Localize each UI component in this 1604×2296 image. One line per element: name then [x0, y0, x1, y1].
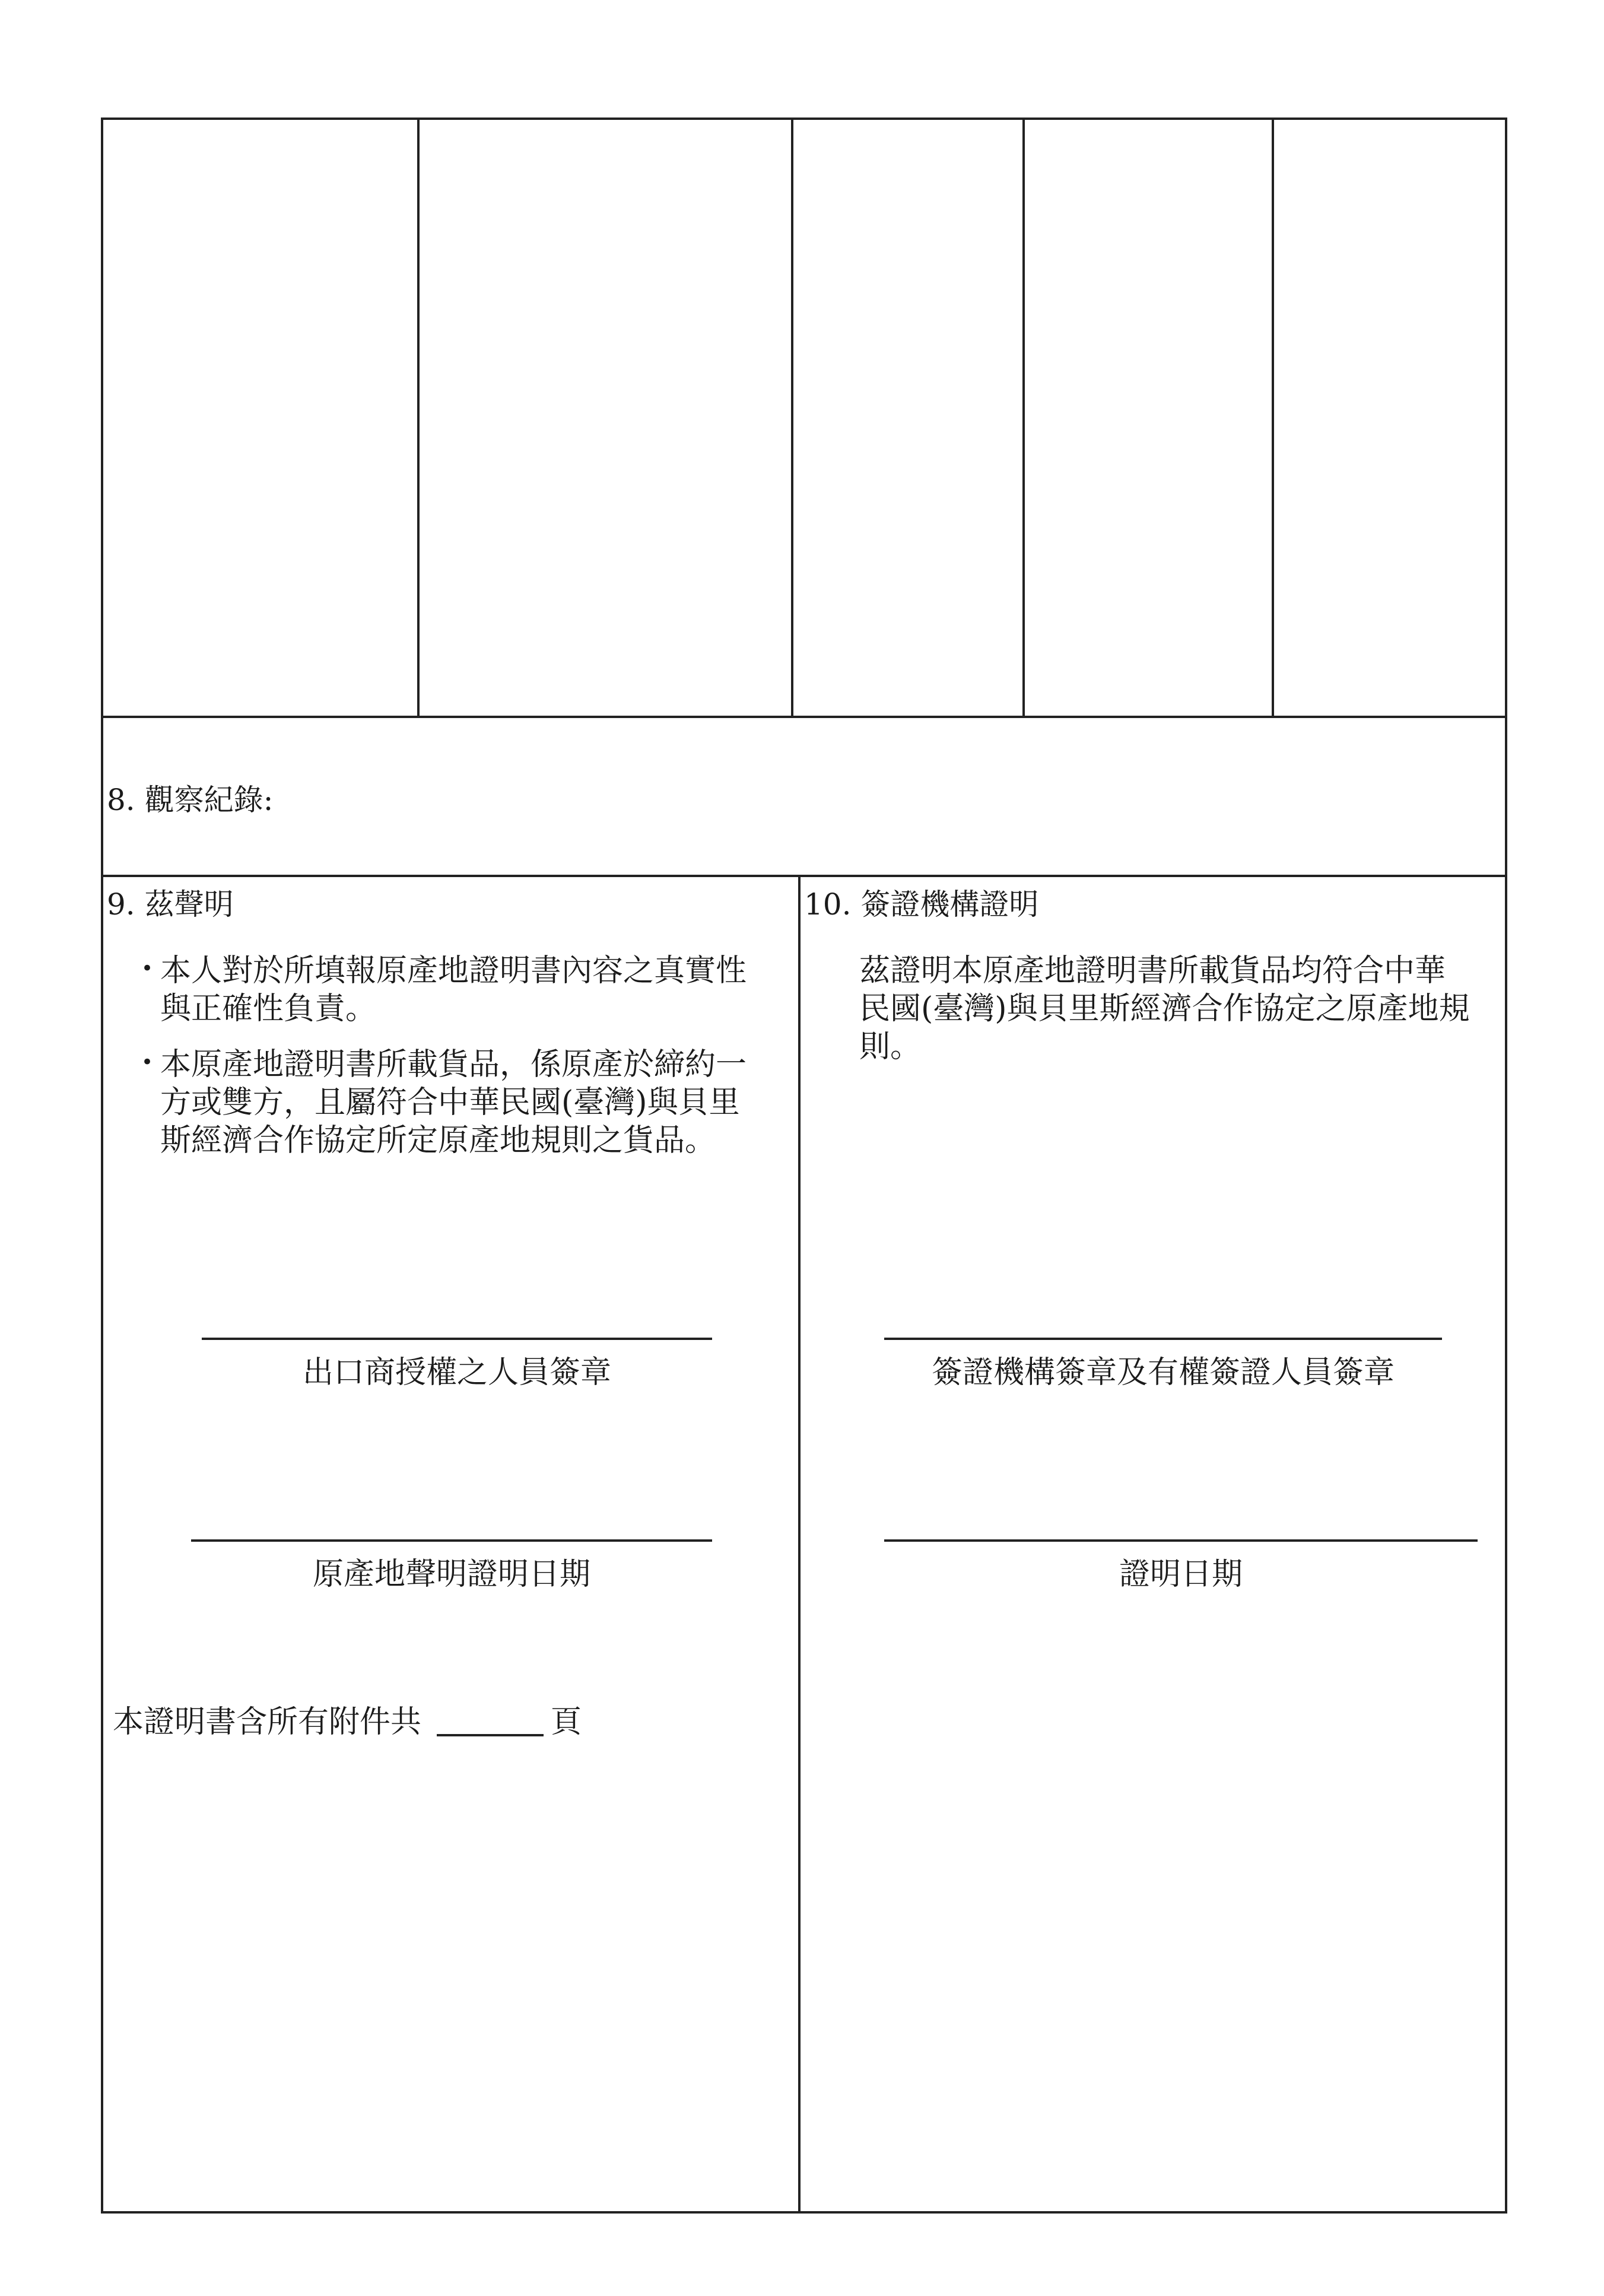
declaration-date-line[interactable] — [191, 1539, 712, 1542]
exporter-signature-line[interactable] — [202, 1338, 712, 1340]
pages-count-prefix: 本證明書含所有附件共 — [113, 1704, 422, 1740]
exporter-signature-caption: 出口商授權之人員簽章 — [302, 1355, 611, 1390]
column-divider-1 — [417, 118, 420, 717]
pages-count-suffix: 頁 — [551, 1704, 582, 1740]
declaration-bullet2-line1: 本原產地證明書所載貨品，係原產於締約一 — [160, 1047, 747, 1082]
section-divider — [798, 875, 801, 2214]
remarks-label: 8. 觀察紀錄: — [107, 783, 274, 817]
declaration-date-caption: 原產地聲明證明日期 — [312, 1557, 590, 1592]
declaration-bullet2-line3: 斯經濟合作協定所定原產地規則之貨品。 — [160, 1123, 716, 1158]
bullet-icon: • — [141, 1050, 154, 1074]
pages-count-field[interactable] — [437, 1734, 544, 1736]
certification-date-caption: 證明日期 — [1119, 1557, 1243, 1592]
authority-signature-caption: 簽證機構簽章及有權簽證人員簽章 — [931, 1355, 1395, 1390]
declaration-bullet2-line2: 方或雙方，且屬符合中華民國(臺灣)與貝里 — [160, 1085, 740, 1120]
declaration-bullet1-line2: 與正確性負責。 — [160, 991, 377, 1027]
certification-text-line1: 茲證明本原產地證明書所載貨品均符合中華 — [859, 953, 1446, 989]
declaration-label: 9. 茲聲明 — [107, 887, 234, 922]
bullet-icon: • — [141, 957, 154, 980]
column-divider-3 — [1022, 118, 1025, 717]
column-divider-4 — [1272, 118, 1274, 717]
certification-text-line2: 民國(臺灣)與貝里斯經濟合作協定之原產地規 — [859, 991, 1470, 1027]
column-divider-2 — [791, 118, 793, 717]
declaration-bullet1-line1: 本人對於所填報原產地證明書內容之真實性 — [160, 953, 747, 989]
table-bottom-divider — [101, 716, 1507, 718]
remarks-bottom-divider — [101, 875, 1507, 877]
authority-signature-line[interactable] — [884, 1338, 1442, 1340]
certification-label: 10. 簽證機構證明 — [804, 887, 1039, 922]
certification-text-line3: 則。 — [859, 1029, 922, 1065]
certification-date-line[interactable] — [884, 1539, 1478, 1542]
certificate-form-frame — [101, 118, 1507, 2214]
